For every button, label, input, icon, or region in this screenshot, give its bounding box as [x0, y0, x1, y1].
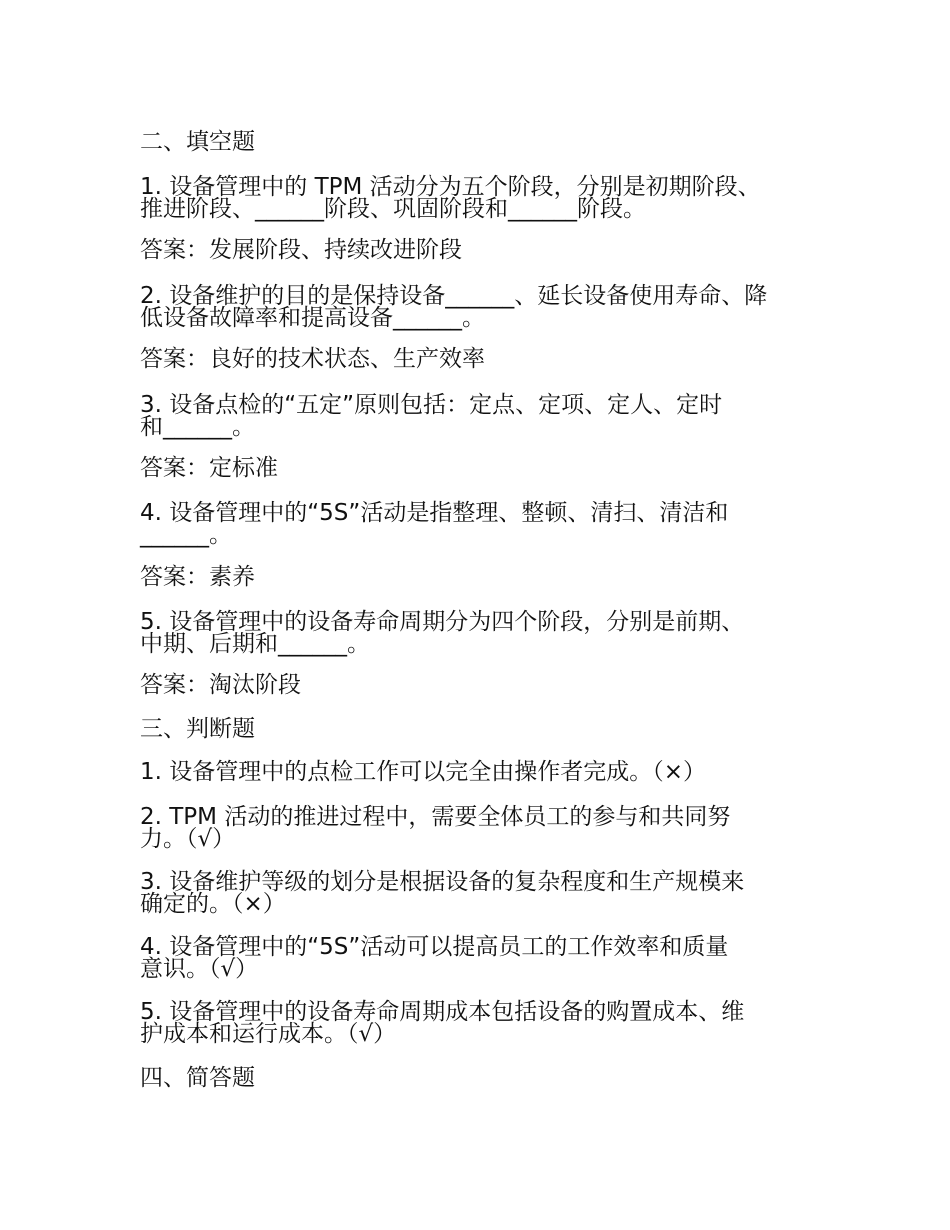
fill-blank-q1-line1: 1. 设备管理中的 TPM 活动分为五个阶段，分别是初期阶段、 — [140, 174, 761, 200]
section-heading-fill-blank: 二、填空题 — [140, 129, 255, 155]
true-false-q2-line2: 力。（√） — [140, 826, 236, 852]
true-false-q4-line1: 4. 设备管理中的“5S”活动可以提高员工的工作效率和质量 — [140, 934, 729, 960]
fill-blank-q5-answer: 答案：淘汰阶段 — [140, 672, 301, 698]
true-false-q4-line2: 意识。（√） — [140, 956, 259, 982]
fill-blank-q3-line1: 3. 设备点检的“五定”原则包括：定点、定项、定人、定时 — [140, 392, 723, 418]
fill-blank-q4-line1: 4. 设备管理中的“5S”活动是指整理、整顿、清扫、清洁和 — [140, 500, 729, 526]
fill-blank-q1-line2: 推进阶段、______阶段、巩固阶段和______阶段。 — [140, 196, 646, 222]
fill-blank-q1-answer: 答案：发展阶段、持续改进阶段 — [140, 237, 462, 263]
true-false-q3-line2: 确定的。（×） — [140, 891, 286, 917]
fill-blank-q4-answer: 答案：素养 — [140, 564, 255, 590]
section-heading-true-false: 三、判断题 — [140, 716, 255, 742]
true-false-q5-line1: 5. 设备管理中的设备寿命周期成本包括设备的购置成本、维 — [140, 999, 745, 1025]
true-false-q1-line1: 1. 设备管理中的点检工作可以完全由操作者完成。（×） — [140, 759, 707, 785]
fill-blank-q2-answer: 答案：良好的技术状态、生产效率 — [140, 346, 485, 372]
fill-blank-q3-line2: 和______。 — [140, 414, 255, 440]
fill-blank-q4-line2: ______。 — [140, 522, 232, 548]
fill-blank-q5-line2: 中期、后期和______。 — [140, 631, 370, 657]
fill-blank-q3-answer: 答案：定标准 — [140, 455, 278, 481]
section-heading-short-answer: 四、简答题 — [140, 1065, 255, 1091]
true-false-q3-line1: 3. 设备维护等级的划分是根据设备的复杂程度和生产规模来 — [140, 869, 745, 895]
true-false-q2-line1: 2. TPM 活动的推进过程中，需要全体员工的参与和共同努 — [140, 804, 731, 830]
true-false-q5-line2: 护成本和运行成本。（√） — [140, 1021, 397, 1047]
fill-blank-q2-line1: 2. 设备维护的目的是保持设备______、延长设备使用寿命、降 — [140, 283, 768, 309]
fill-blank-q5-line1: 5. 设备管理中的设备寿命周期分为四个阶段，分别是前期、 — [140, 609, 745, 635]
fill-blank-q2-line2: 低设备故障率和提高设备______。 — [140, 305, 485, 331]
